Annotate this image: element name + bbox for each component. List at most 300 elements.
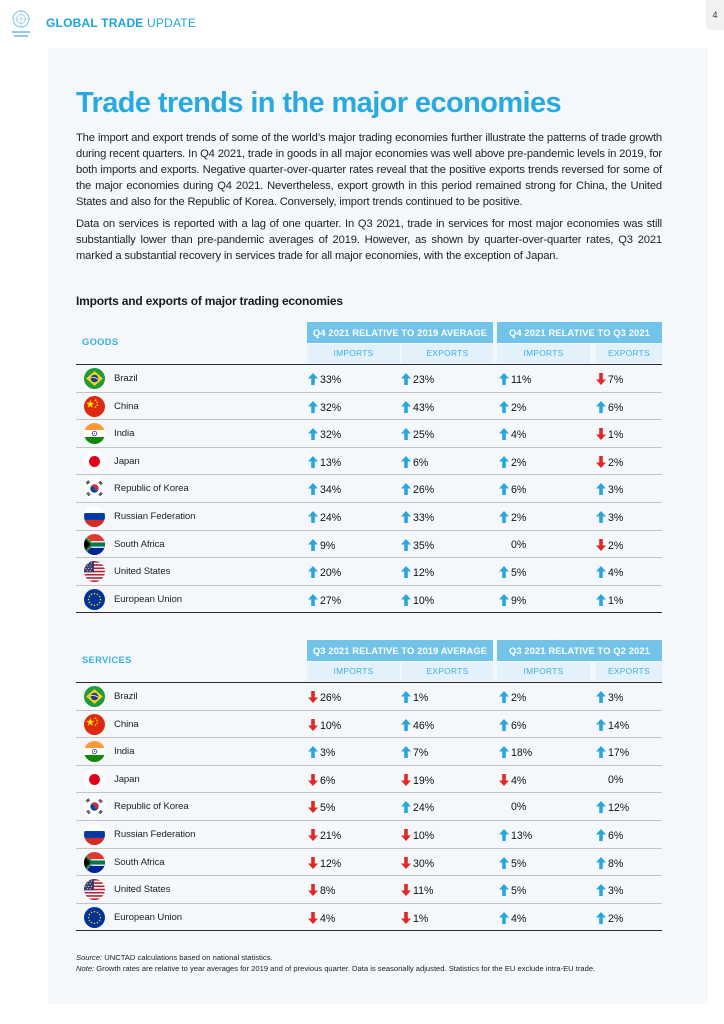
japan-flag-icon	[84, 451, 105, 472]
table-row	[76, 475, 662, 503]
arrow-down-icon	[308, 857, 318, 869]
top-bar	[0, 0, 724, 44]
value-text: 33%	[413, 511, 435, 524]
country-name: Republic of Korea	[114, 801, 189, 813]
eu-flag-icon	[84, 907, 105, 928]
paragraph-goods: The import and export trends of some of the world’s major trading economies further illustrate the patterns of trade growth during recent quarters. In Q4 2021, trade in goods in all major economies was well above pre-pandemic levels in 2019, for both imports and exports. Negative quarter-over-quarter rates reveal that the positive exports trends reversed for some of the major economies during Q4 2021. Nevertheless, export growth in this period remained strong for China, the United States and also for the Republic of Korea. Conversely, import trends continued to be positive.	[76, 132, 662, 208]
value-text: 5%	[511, 885, 527, 898]
value-text: 1%	[413, 692, 429, 704]
value-text: 0%	[511, 538, 527, 551]
brand-rest: UPDATE	[143, 16, 197, 30]
arrow-down-icon	[401, 857, 411, 869]
arrow-up-icon	[499, 884, 509, 896]
value-cell	[499, 373, 531, 386]
value-text: 2%	[511, 401, 527, 414]
arrow-up-icon	[499, 857, 509, 869]
sub-header-imports: IMPORTS	[307, 662, 400, 681]
arrow-up-icon	[308, 483, 318, 495]
arrow-up-icon	[596, 719, 606, 731]
value-text: 2%	[608, 539, 624, 552]
arrow-up-icon	[499, 594, 509, 606]
table-row	[76, 683, 662, 711]
value-text: 0%	[511, 801, 527, 814]
country-name: China	[114, 400, 139, 412]
value-cell	[596, 373, 623, 386]
table-row	[76, 766, 662, 794]
table-row	[76, 738, 662, 766]
value-text: 11%	[511, 374, 532, 386]
value-cell	[596, 912, 623, 925]
table-row	[76, 448, 662, 476]
source-text: UNCTAD calculations based on national statistics.	[102, 953, 273, 962]
value-cell	[401, 884, 433, 897]
value-cell	[499, 884, 526, 897]
china-flag-icon	[84, 396, 105, 417]
value-text: 18%	[511, 747, 533, 760]
sub-header-row	[76, 662, 662, 682]
arrow-up-icon	[499, 829, 509, 841]
table-row	[76, 904, 662, 932]
value-cell	[308, 884, 335, 897]
value-text: 6%	[608, 829, 624, 842]
value-text: 3%	[608, 885, 624, 898]
value-cell	[308, 912, 335, 925]
value-text: 12%	[608, 802, 630, 815]
table-row	[76, 365, 662, 393]
value-cell	[308, 428, 341, 441]
value-text: 3%	[608, 692, 624, 704]
value-text: 9%	[511, 594, 527, 607]
sub-header-exports: EXPORTS	[596, 344, 662, 363]
russia-flag-icon	[84, 824, 105, 845]
arrow-up-icon	[401, 746, 411, 758]
table-rows	[76, 682, 662, 931]
arrow-up-icon	[499, 691, 509, 703]
country-name: Russian Federation	[114, 828, 196, 840]
value-text: 6%	[320, 774, 336, 787]
country-name: United States	[114, 884, 171, 896]
page-title: Trade trends in the major economies	[76, 87, 562, 119]
table-row	[76, 821, 662, 849]
source-label: Source:	[76, 953, 103, 962]
value-text: 5%	[511, 857, 527, 870]
south-africa-flag-icon	[84, 534, 105, 555]
value-text: 32%	[320, 401, 342, 414]
value-cell	[499, 401, 526, 414]
value-text: 3%	[608, 511, 624, 524]
value-cell	[596, 746, 629, 759]
note	[76, 963, 676, 974]
arrow-up-icon	[401, 373, 411, 385]
arrow-up-icon	[401, 483, 411, 495]
arrow-up-icon	[308, 401, 318, 413]
arrow-up-icon	[499, 719, 509, 731]
sub-header-imports: IMPORTS	[497, 662, 590, 681]
value-text: 17%	[608, 747, 630, 760]
arrow-up-icon	[401, 801, 411, 813]
value-text: 27%	[320, 594, 342, 607]
arrow-down-icon	[308, 884, 318, 896]
arrow-up-icon	[596, 511, 606, 523]
sub-header-row	[76, 344, 662, 364]
value-cell	[401, 774, 434, 787]
value-text: 10%	[413, 829, 435, 842]
arrow-up-icon	[596, 829, 606, 841]
arrow-up-icon	[596, 401, 606, 413]
value-text: 1%	[608, 594, 624, 607]
sub-header-imports: IMPORTS	[307, 344, 400, 363]
value-cell	[499, 594, 526, 607]
value-cell	[596, 719, 629, 732]
value-cell	[511, 801, 526, 813]
table-rows	[76, 364, 662, 613]
value-text: 7%	[608, 374, 624, 386]
arrow-down-icon	[308, 829, 318, 841]
paragraph-services: Data on services is reported with a lag of one quarter. In Q3 2021, trade in services for most major economies was still substantially lower than pre-pandemic averages of 2019. However, as shown by quarter-over-quarter rates, Q3 2021 marked a substantial recovery in services trade for all major economies, with the exception of Japan.	[76, 218, 662, 262]
table-row	[76, 876, 662, 904]
group-header-2: Q4 2021 RELATIVE TO Q3 2021	[497, 322, 662, 343]
value-cell	[401, 483, 434, 496]
country-name: Brazil	[114, 373, 138, 384]
value-text: 26%	[320, 692, 342, 704]
value-text: 24%	[413, 802, 435, 815]
value-cell	[401, 746, 428, 759]
footnotes	[76, 952, 676, 974]
arrow-up-icon	[401, 566, 411, 578]
value-text: 14%	[608, 719, 630, 732]
value-cell	[499, 691, 526, 704]
section-label: GOODS	[82, 336, 119, 347]
value-text: 4%	[511, 774, 527, 787]
section-label: SERVICES	[82, 654, 132, 665]
value-cell	[308, 483, 341, 496]
arrow-up-icon	[499, 483, 509, 495]
arrow-up-icon	[596, 857, 606, 869]
arrow-up-icon	[499, 566, 509, 578]
value-cell	[511, 539, 526, 551]
value-cell	[308, 746, 335, 759]
country-name: Brazil	[114, 691, 138, 702]
value-text: 2%	[511, 692, 527, 704]
value-text: 12%	[320, 857, 342, 870]
value-cell	[401, 539, 434, 552]
value-text: 24%	[320, 511, 342, 524]
value-cell	[499, 483, 526, 496]
page-number: 4	[706, 0, 724, 30]
arrow-up-icon	[401, 456, 411, 468]
value-cell	[401, 373, 434, 386]
value-text: 11%	[413, 885, 434, 898]
country-name: Republic of Korea	[114, 483, 189, 495]
arrow-up-icon	[401, 539, 411, 551]
table-title: Imports and exports of major trading economies	[76, 294, 343, 308]
group-header-2: Q3 2021 RELATIVE TO Q2 2021	[497, 640, 662, 661]
arrow-down-icon	[401, 829, 411, 841]
value-cell	[401, 428, 434, 441]
value-text: 30%	[413, 857, 435, 870]
arrow-down-icon	[308, 912, 318, 924]
value-cell	[401, 691, 428, 704]
value-cell	[596, 691, 623, 704]
services-table	[76, 640, 662, 931]
south-africa-flag-icon	[84, 852, 105, 873]
value-cell	[499, 829, 532, 842]
value-cell	[596, 511, 623, 524]
arrow-down-icon	[308, 774, 318, 786]
table-row	[76, 531, 662, 559]
value-text: 33%	[320, 374, 342, 386]
arrow-up-icon	[499, 373, 509, 385]
value-cell	[499, 774, 526, 787]
value-cell	[401, 511, 434, 524]
value-cell	[308, 691, 341, 704]
arrow-up-icon	[596, 691, 606, 703]
japan-flag-icon	[84, 769, 105, 790]
sub-header-exports: EXPORTS	[402, 344, 493, 363]
arrow-up-icon	[499, 511, 509, 523]
value-text: 13%	[511, 829, 533, 842]
arrow-down-icon	[401, 774, 411, 786]
country-name: Japan	[114, 773, 140, 785]
value-cell	[401, 912, 428, 925]
table-row	[76, 793, 662, 821]
value-text: 4%	[511, 429, 527, 442]
brazil-flag-icon	[84, 368, 105, 389]
value-cell	[308, 829, 341, 842]
value-text: 21%	[320, 829, 342, 842]
value-text: 25%	[413, 429, 435, 442]
goods-table	[76, 322, 662, 613]
value-text: 6%	[511, 484, 527, 497]
value-cell	[308, 456, 341, 469]
arrow-up-icon	[401, 691, 411, 703]
value-text: 6%	[608, 401, 624, 414]
value-text: 2%	[608, 912, 624, 925]
value-text: 10%	[320, 719, 342, 732]
table-row	[76, 393, 662, 421]
value-cell	[401, 829, 434, 842]
value-cell	[596, 594, 623, 607]
country-name: Japan	[114, 455, 140, 467]
value-cell	[401, 566, 434, 579]
value-cell	[308, 401, 341, 414]
value-text: 4%	[511, 912, 527, 925]
value-cell	[596, 801, 629, 814]
country-name: China	[114, 718, 139, 730]
group-header-row	[76, 322, 662, 347]
value-cell	[596, 401, 623, 414]
country-name: European Union	[114, 911, 182, 923]
country-name: India	[114, 746, 135, 758]
value-cell	[499, 719, 526, 732]
arrow-up-icon	[596, 746, 606, 758]
value-cell	[308, 774, 335, 787]
value-cell	[499, 566, 526, 579]
value-cell	[499, 456, 526, 469]
arrow-up-icon	[499, 746, 509, 758]
un-logo-icon	[10, 9, 32, 39]
arrow-up-icon	[401, 594, 411, 606]
value-text: 8%	[320, 885, 336, 898]
arrow-up-icon	[596, 912, 606, 924]
arrow-up-icon	[499, 401, 509, 413]
value-text: 3%	[320, 747, 336, 760]
value-text: 12%	[413, 567, 435, 580]
value-text: 34%	[320, 484, 342, 497]
value-cell	[308, 539, 335, 552]
country-name: Russian Federation	[114, 510, 196, 522]
value-text: 4%	[320, 912, 336, 925]
arrow-up-icon	[596, 566, 606, 578]
value-cell	[608, 774, 623, 786]
brazil-flag-icon	[84, 686, 105, 707]
value-text: 46%	[413, 719, 435, 732]
sub-header-imports: IMPORTS	[497, 344, 590, 363]
arrow-up-icon	[308, 594, 318, 606]
value-cell	[499, 428, 526, 441]
value-text: 7%	[413, 747, 429, 760]
value-text: 20%	[320, 567, 342, 580]
value-cell	[308, 857, 341, 870]
value-cell	[596, 539, 623, 552]
value-text: 43%	[413, 401, 435, 414]
value-text: 5%	[320, 802, 336, 815]
country-name: United States	[114, 566, 171, 578]
value-cell	[308, 566, 341, 579]
value-text: 35%	[413, 539, 435, 552]
value-text: 8%	[608, 857, 624, 870]
arrow-down-icon	[401, 884, 411, 896]
value-cell	[499, 511, 526, 524]
value-cell	[596, 829, 623, 842]
value-text: 9%	[320, 539, 336, 552]
value-cell	[401, 594, 434, 607]
usa-flag-icon	[84, 561, 105, 582]
group-header-row	[76, 640, 662, 665]
arrow-up-icon	[499, 912, 509, 924]
arrow-up-icon	[401, 511, 411, 523]
note-label: Note:	[76, 964, 95, 973]
value-text: 6%	[413, 456, 429, 469]
arrow-up-icon	[308, 566, 318, 578]
value-text: 1%	[413, 912, 429, 925]
value-cell	[596, 483, 623, 496]
value-cell	[401, 456, 428, 469]
arrow-up-icon	[308, 428, 318, 440]
table-row	[76, 586, 662, 614]
value-text: 2%	[511, 456, 527, 469]
arrow-down-icon	[499, 774, 509, 786]
value-text: 26%	[413, 484, 435, 497]
value-cell	[499, 746, 532, 759]
value-cell	[596, 857, 623, 870]
korea-flag-icon	[84, 796, 105, 817]
value-text: 13%	[320, 456, 342, 469]
value-text: 23%	[413, 374, 435, 386]
value-cell	[401, 719, 434, 732]
country-name: India	[114, 428, 135, 440]
russia-flag-icon	[84, 506, 105, 527]
arrow-up-icon	[308, 746, 318, 758]
value-text: 6%	[511, 719, 527, 732]
brand-bold: GLOBAL TRADE	[46, 16, 144, 30]
value-text: 2%	[608, 456, 624, 469]
eu-flag-icon	[84, 589, 105, 610]
value-cell	[308, 801, 335, 814]
value-text: 5%	[511, 567, 527, 580]
table-row	[76, 711, 662, 739]
table-row	[76, 420, 662, 448]
arrow-up-icon	[308, 511, 318, 523]
arrow-up-icon	[308, 539, 318, 551]
arrow-down-icon	[308, 719, 318, 731]
source-note	[76, 952, 676, 963]
value-cell	[401, 857, 434, 870]
value-cell	[596, 456, 623, 469]
country-name: South Africa	[114, 856, 165, 868]
arrow-up-icon	[401, 719, 411, 731]
arrow-up-icon	[499, 456, 509, 468]
group-header-1: Q4 2021 RELATIVE TO 2019 AVERAGE	[307, 322, 493, 343]
value-text: 0%	[608, 773, 624, 786]
arrow-up-icon	[596, 884, 606, 896]
korea-flag-icon	[84, 478, 105, 499]
country-name: South Africa	[114, 538, 165, 550]
arrow-down-icon	[596, 539, 606, 551]
india-flag-icon	[84, 423, 105, 444]
arrow-up-icon	[596, 483, 606, 495]
table-row	[76, 503, 662, 531]
value-text: 1%	[608, 429, 624, 442]
arrow-down-icon	[596, 428, 606, 440]
china-flag-icon	[84, 714, 105, 735]
value-cell	[308, 511, 341, 524]
sub-header-exports: EXPORTS	[596, 662, 662, 681]
value-text: 3%	[608, 484, 624, 497]
sub-header-exports: EXPORTS	[402, 662, 493, 681]
usa-flag-icon	[84, 879, 105, 900]
arrow-up-icon	[499, 428, 509, 440]
note-text: Growth rates are relative to year averages for 2019 and of previous quarter. Data is seasonally adjusted. Statistics for the EU exclude intra-EU trade.	[94, 964, 596, 973]
arrow-up-icon	[596, 594, 606, 606]
arrow-down-icon	[596, 456, 606, 468]
india-flag-icon	[84, 741, 105, 762]
value-text: 19%	[413, 774, 435, 787]
value-cell	[596, 428, 623, 441]
table-row	[76, 558, 662, 586]
arrow-up-icon	[308, 373, 318, 385]
arrow-down-icon	[596, 373, 606, 385]
arrow-up-icon	[401, 428, 411, 440]
value-cell	[308, 373, 341, 386]
group-header-1: Q3 2021 RELATIVE TO 2019 AVERAGE	[307, 640, 493, 661]
value-text: 10%	[413, 594, 435, 607]
article	[76, 86, 662, 270]
value-text: 32%	[320, 429, 342, 442]
brand-title	[46, 16, 196, 30]
arrow-up-icon	[308, 456, 318, 468]
arrow-down-icon	[308, 691, 318, 703]
country-name: European Union	[114, 593, 182, 605]
value-cell	[596, 884, 623, 897]
value-cell	[308, 719, 341, 732]
value-cell	[401, 401, 434, 414]
value-cell	[596, 566, 623, 579]
arrow-up-icon	[596, 801, 606, 813]
value-cell	[499, 857, 526, 870]
value-cell	[308, 594, 341, 607]
table-row	[76, 849, 662, 877]
